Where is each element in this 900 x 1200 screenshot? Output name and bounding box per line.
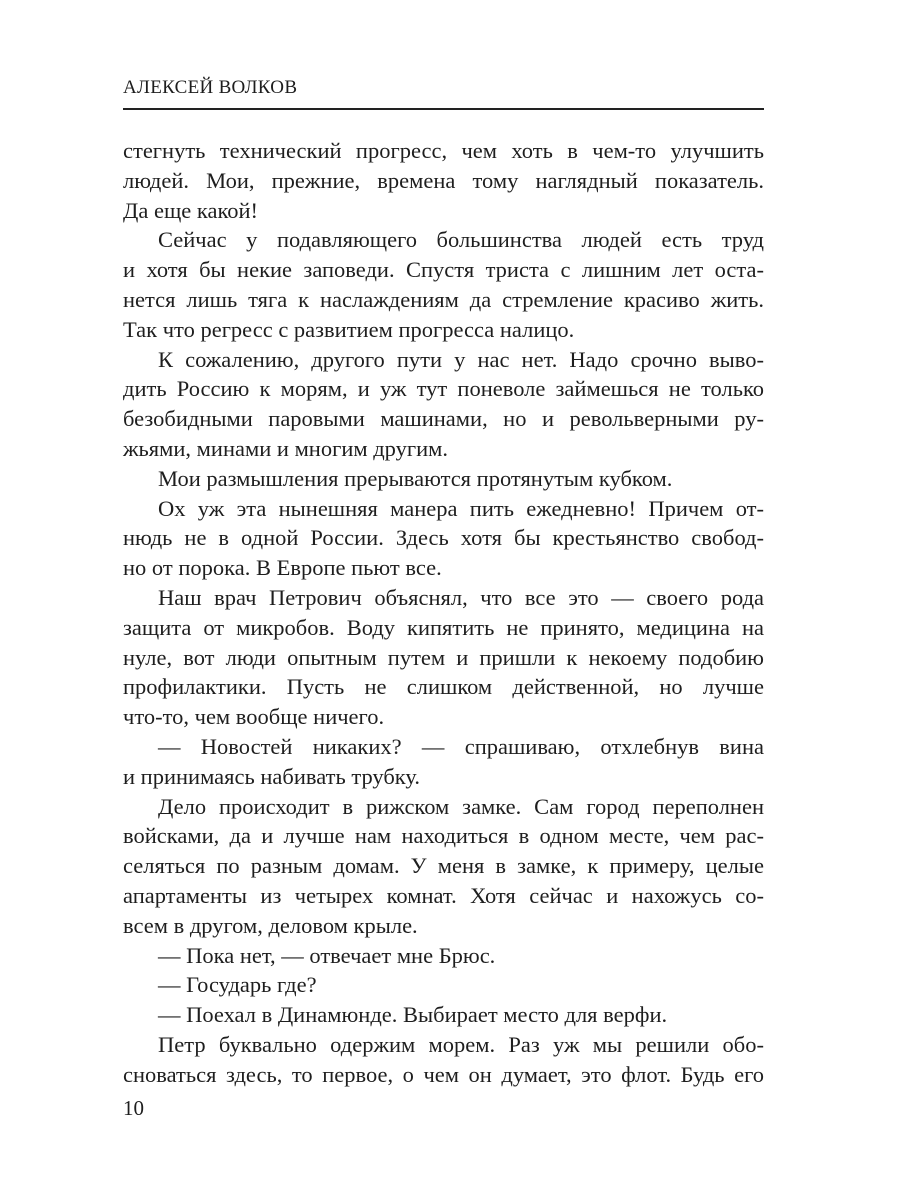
text-line: — Новостей никаких? — спрашиваю, отхлебнув вина [158, 733, 764, 759]
text-line: К сожалению, другого пути у нас нет. Надо срочно выво- [158, 346, 764, 372]
text-line: профилактики. Пусть не слишком действенной, но лучше [123, 674, 764, 700]
text-line: Петр буквально одержим морем. Раз уж мы решили обо- [158, 1031, 764, 1057]
text-line: Дело происходит в рижском замке. Сам город переполнен [158, 793, 764, 819]
running-head-author: АЛЕКСЕЙ ВОЛКОВ [123, 77, 298, 98]
page-number: 10 [123, 1096, 144, 1120]
text-line: защита от микробов. Воду кипятить не принято, медицина на [123, 614, 764, 640]
text-line: войсками, да и лучше нам находиться в одном месте, чем рас- [123, 823, 764, 849]
text-line: Ох уж эта нынешняя манера пить ежедневно! Причем от- [158, 495, 764, 521]
text-line: нюдь не в одной России. Здесь хотя бы крестьянство свобод- [123, 525, 764, 551]
text-line: сноваться здесь, то первое, о чем он думает, это флот. Будь его [123, 1061, 764, 1087]
text-line: Так что регресс с развитием прогресса налицо. [123, 316, 575, 342]
text-line: — Государь где? [158, 972, 317, 998]
text-line: — Пока нет, — отвечает мне Брюс. [158, 942, 496, 968]
text-line: нется лишь тяга к наслаждениям да стремление красиво жить. [123, 286, 764, 312]
body-text [123, 136, 764, 1090]
text-line: нуле, вот люди опытным путем и пришли к некоему подобию [123, 644, 764, 670]
text-line: безобидными паровыми машинами, но и револьверными ру- [123, 406, 764, 432]
text-line: селяться по разным домам. У меня в замке, к примеру, целые [123, 853, 764, 879]
header-rule [123, 108, 764, 110]
text-line: людей. Мои, прежние, времена тому наглядный показатель. [123, 167, 764, 193]
text-line: Сейчас у подавляющего большинства людей есть труд [158, 227, 764, 253]
text-line: — Поехал в Динамюнде. Выбирает место для верфи. [158, 1002, 668, 1028]
text-line: Да еще какой! [123, 197, 259, 223]
text-line: стегнуть технический прогресс, чем хоть в чем-то улучшить [123, 138, 764, 163]
text-line: но от порока. В Европе пьют все. [123, 555, 442, 581]
text-line: апартаменты из четырех комнат. Хотя сейчас и нахожусь со- [123, 882, 764, 908]
text-line: Мои размышления прерываются протянутым кубком. [158, 465, 673, 491]
text-line: дить Россию к морям, и уж тут поневоле займешься не только [123, 376, 764, 402]
text-line: всем в другом, деловом крыле. [123, 912, 418, 938]
text-line: и принимаясь набивать трубку. [123, 763, 421, 789]
text-line: и хотя бы некие заповеди. Спустя триста с лишним лет оста- [123, 257, 764, 283]
text-line: Наш врач Петрович объяснял, что все это — своего рода [158, 584, 764, 610]
text-line: что-то, чем вообще ничего. [123, 704, 385, 730]
text-line: жьями, минами и многим другим. [123, 435, 449, 461]
